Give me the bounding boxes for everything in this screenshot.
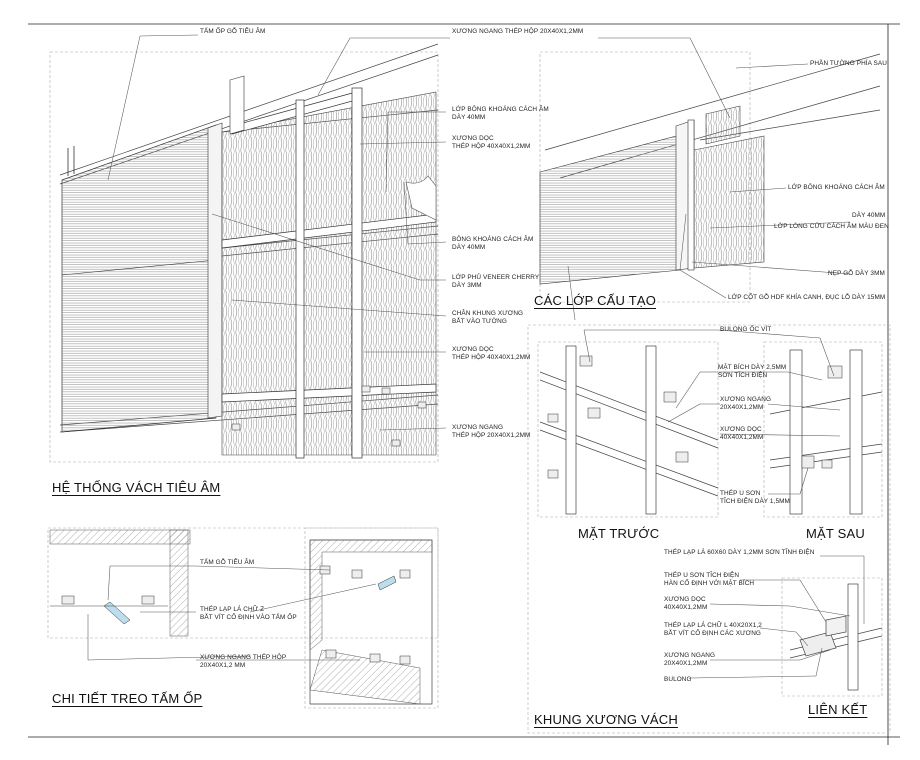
label-line: 20X40X1,2MM bbox=[720, 404, 764, 411]
label-line: MẶT BÍCH DÀY 2,5MM bbox=[718, 364, 787, 371]
label-lop-long bbox=[774, 223, 889, 231]
label-text: TẤM ỐP GỖ TIÊU ÂM bbox=[200, 28, 266, 35]
label-text: TẤM GỖ TIÊU ÂM bbox=[200, 559, 255, 566]
label-line: HÀN CỐ ĐỊNH VỚI MẶT BÍCH bbox=[664, 580, 755, 587]
label-line: TĨCH ĐIỆN DÀY 1,5MM bbox=[720, 498, 790, 505]
label-text: XƯƠNG NGANG THÉP HỘP 20X40X1,2MM bbox=[452, 28, 584, 35]
label-line: XƯƠNG NGANG bbox=[664, 652, 716, 659]
label-xuong-doc-2 bbox=[452, 346, 530, 362]
title-joint: LIÊN KẾT bbox=[808, 702, 868, 717]
title-hanging: CHI TIẾT TREO TẤM ỐP bbox=[52, 691, 203, 706]
label-lop-phu bbox=[452, 274, 539, 290]
label-text: DÀY 40MM bbox=[852, 212, 886, 219]
label-mat-bich bbox=[718, 364, 786, 380]
label-lop-cot bbox=[728, 294, 885, 302]
label-line: XƯƠNG DỌC bbox=[452, 135, 494, 142]
label-xuong-ngang-top bbox=[452, 28, 583, 36]
label-nep-go bbox=[828, 270, 885, 278]
label-lop-bong-1 bbox=[452, 106, 549, 122]
label-line: THÉP LẠP LÁ CHỮ L 40X20X1,2 bbox=[664, 622, 762, 629]
title-back: MẶT SAU bbox=[806, 526, 865, 541]
label-xuong-ngang-2 bbox=[452, 424, 530, 440]
label-line: THÉP HỘP 40X40X1,2MM bbox=[452, 143, 531, 150]
label-line: THÉP U SƠN TĨCH ĐIỆN bbox=[664, 572, 740, 579]
label-text: LỚP LÓNG CỬU CÁCH ÂM MÀU ĐEN bbox=[774, 223, 889, 230]
label-phan-tuong bbox=[810, 60, 887, 68]
label-line: BẮT VÍT CỐ ĐỊNH CÁC XƯƠNG bbox=[664, 630, 762, 637]
label-text: LỚP BÔNG KHOÁNG CÁCH ÂM bbox=[788, 184, 885, 191]
label-thep-lap-60 bbox=[664, 549, 814, 557]
label-line: XƯƠNG NGANG THÉP HỘP bbox=[200, 654, 287, 661]
joint-detail-drawing bbox=[782, 578, 882, 696]
label-line: DÀY 3MM bbox=[452, 282, 482, 289]
label-line: DÀY 40MM bbox=[452, 244, 486, 251]
label-xuong-ngang-3 bbox=[720, 396, 771, 412]
label-line: THÉP LẠP LÁ CHỮ Z bbox=[200, 606, 265, 613]
label-line: XƯƠNG DỌC bbox=[720, 426, 762, 433]
label-line: SƠN TĨCH ĐIỆN bbox=[718, 372, 768, 379]
label-line: BÔNG KHOÁNG CÁCH ÂM bbox=[452, 236, 534, 243]
label-text: NẸP GỖ DÀY 3MM bbox=[828, 270, 885, 277]
label-line: BẮT VÍT CỐ ĐỊNH VÀO TẤM ỐP bbox=[200, 614, 297, 621]
label-text: THÉP LẠP LÁ 60X60 DÀY 1,2MM SƠN TĨNH ĐIỆN bbox=[664, 549, 815, 556]
label-xuong-doc-4 bbox=[664, 596, 707, 612]
label-line: 40X40X1,2MM bbox=[664, 604, 708, 611]
label-lop-bong-2 bbox=[788, 184, 885, 192]
label-line: DÀY 40MM bbox=[452, 114, 486, 121]
layer-detail-drawing bbox=[540, 52, 880, 302]
label-xuong-ngang-hop bbox=[200, 654, 286, 670]
label-xuong-doc-1 bbox=[452, 135, 530, 151]
label-thep-lap-l bbox=[664, 622, 762, 638]
label-thep-lap-z bbox=[200, 606, 297, 622]
label-text: BULONG bbox=[664, 676, 692, 683]
label-line: 40X40X1,2MM bbox=[720, 434, 764, 441]
label-chan-khung bbox=[452, 310, 523, 326]
label-tam-op-go bbox=[200, 28, 265, 36]
label-xuong-ngang-4 bbox=[664, 652, 715, 668]
label-thep-u bbox=[720, 490, 790, 506]
label-text: BULONG ỐC VÍT bbox=[720, 326, 772, 333]
label-text: PHẦN TƯỜNG PHÍA SAU bbox=[810, 60, 887, 67]
front-view-drawing bbox=[538, 342, 718, 517]
label-xuong-doc-3 bbox=[720, 426, 763, 442]
title-frame: KHUNG XƯƠNG VÁCH bbox=[534, 712, 678, 727]
label-day-40 bbox=[852, 212, 885, 220]
label-text: LỚP CỐT GỖ HDF KHÍA CANH, ĐỤC LỖ DÀY 15MM bbox=[728, 294, 886, 301]
label-bulong-oc bbox=[720, 326, 771, 334]
label-line: XƯƠNG DỌC bbox=[452, 346, 494, 353]
label-line: LỚP BÔNG KHOÁNG CÁCH ÂM bbox=[452, 106, 549, 113]
label-tam-go bbox=[200, 559, 254, 567]
label-line: CHÂN KHUNG XƯƠNG bbox=[452, 310, 524, 317]
acoustic-wall-perspective bbox=[50, 44, 438, 462]
label-line: THÉP HỘP 40X40X1,2MM bbox=[452, 354, 531, 361]
label-line: LỚP PHỦ VENEER CHERRY bbox=[452, 274, 540, 281]
label-line: XƯƠNG DỌC bbox=[664, 596, 706, 603]
label-line: THÉP U SƠN bbox=[720, 490, 761, 497]
title-layers: CÁC LỚP CẤU TẠO bbox=[534, 293, 657, 308]
title-front: MẶT TRƯỚC bbox=[578, 526, 660, 541]
label-thep-u-2 bbox=[664, 572, 754, 588]
label-bulong bbox=[664, 676, 692, 684]
label-line: XƯƠNG NGANG bbox=[720, 396, 772, 403]
label-bong-khoang bbox=[452, 236, 533, 252]
label-line: 20X40X1,2 MM bbox=[200, 662, 246, 669]
label-line: XƯƠNG NGANG bbox=[452, 424, 504, 431]
label-line: BẮT VÀO TƯỜNG bbox=[452, 318, 507, 325]
title-system: HỆ THỐNG VÁCH TIÊU ÂM bbox=[52, 480, 221, 495]
label-line: THÉP HỘP 20X40X1,2MM bbox=[452, 432, 531, 439]
label-line: 20X40X1,2MM bbox=[664, 660, 708, 667]
